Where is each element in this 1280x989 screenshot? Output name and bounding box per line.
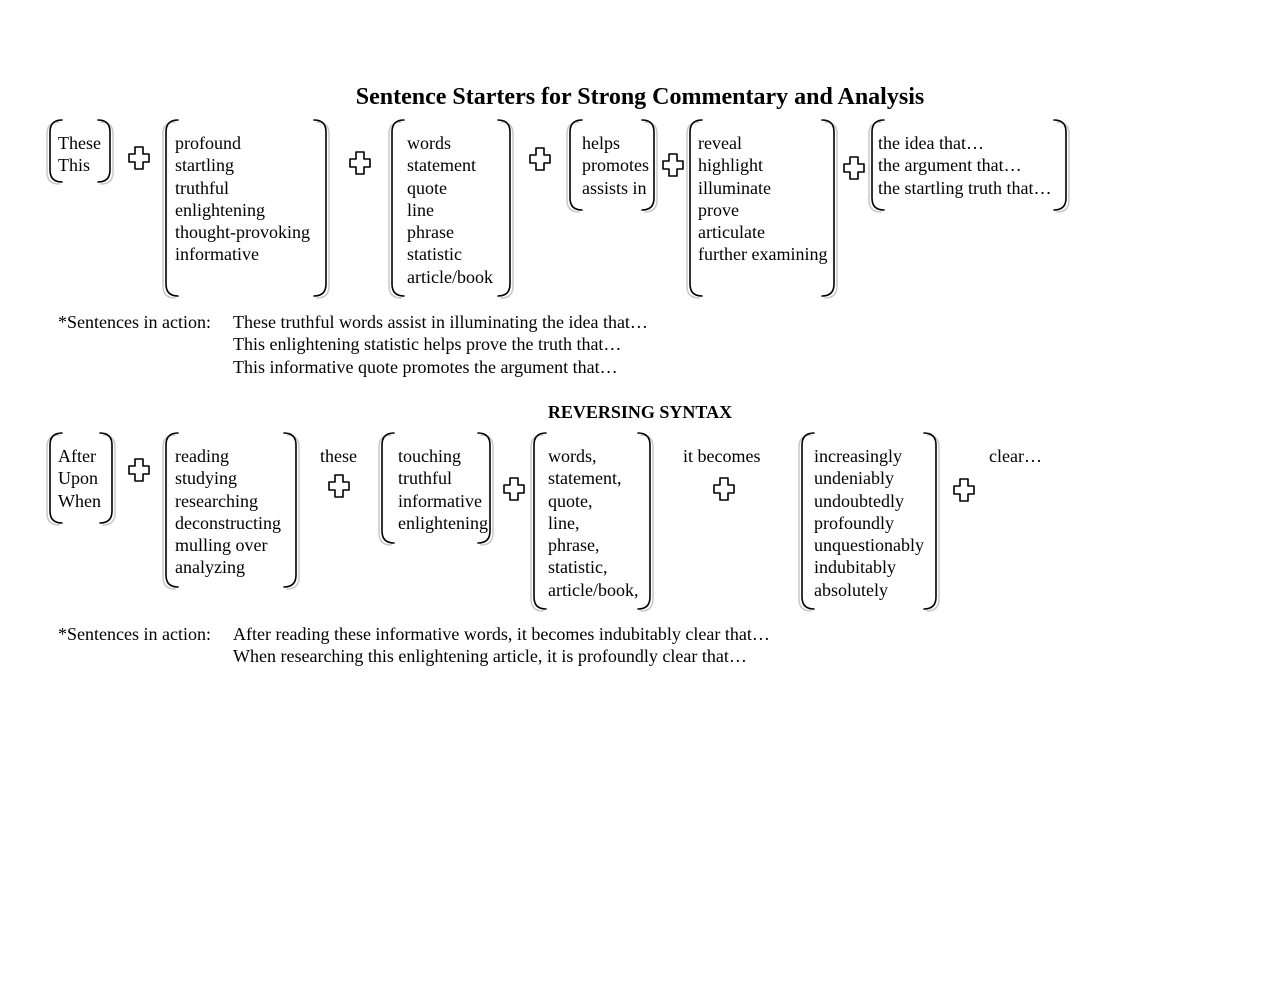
examples-label: *Sentences in action: (58, 624, 211, 644)
bracket-group-activity (160, 431, 304, 589)
word-option: reading (175, 446, 229, 466)
word-option: informative (398, 490, 482, 511)
examples-label: *Sentences in action: (58, 312, 211, 332)
word-option: deconstructing (175, 512, 281, 533)
word-option: illuminate (698, 177, 771, 198)
section-title: REVERSING SYNTAX (547, 402, 733, 422)
word-option: the startling truth that… (878, 177, 1052, 198)
example-sentence: When researching this enlightening article, it is profoundly clear that… (233, 646, 747, 667)
bracket-group-source (528, 431, 658, 611)
word-option: statement, (548, 468, 622, 489)
bracket-group-noun (386, 118, 518, 298)
word-option: statement (407, 155, 476, 176)
word-option: statistic (407, 244, 462, 265)
example-sentence: This enlightening statistic helps prove the truth that… (233, 334, 622, 355)
word-option: These (58, 133, 101, 153)
bracket-right (160, 118, 336, 302)
bracket-right (44, 431, 122, 529)
word-option: line, (548, 512, 580, 533)
bracket-right (160, 431, 306, 593)
word-option: When (58, 490, 101, 511)
word-option: line (407, 199, 434, 220)
plus-icon (661, 152, 685, 178)
bracket-right (528, 431, 660, 615)
bracket-group-action (684, 118, 842, 298)
word-option: helps (582, 133, 620, 153)
bracket-group-quality (376, 431, 498, 545)
word-option: further examining (698, 244, 828, 265)
word-option: profoundly (814, 512, 894, 533)
bracket-stroke (314, 120, 326, 296)
bracket-right (796, 431, 946, 615)
bracket-stroke (498, 120, 510, 296)
bracket-stroke (822, 120, 834, 296)
bracket-right (44, 118, 120, 188)
connector-it-becomes: it becomes (683, 446, 761, 466)
connector-these: these (320, 446, 357, 466)
word-option: studying (175, 468, 238, 489)
bracket-stroke (1054, 120, 1066, 210)
bracket-shadow (501, 122, 513, 298)
word-option: quote, (548, 490, 593, 511)
example-sentence: This informative quote promotes the argument that… (233, 356, 618, 377)
word-option: touching (398, 446, 461, 466)
word-option: truthful (175, 177, 229, 198)
bracket-right (386, 118, 520, 302)
word-option: This (58, 155, 91, 176)
example-sentences (233, 311, 648, 378)
word-option: After (58, 446, 96, 466)
bracket-shadow (1057, 122, 1069, 212)
word-option: words, (548, 446, 597, 466)
bracket-shadow (641, 435, 653, 611)
word-option: thought-provoking (175, 222, 310, 243)
bracket-right (564, 118, 664, 216)
bracket-stroke (924, 433, 936, 609)
page-title: Sentence Starters for Strong Commentary and Analysis (355, 84, 925, 110)
word-option: unquestionably (814, 535, 924, 556)
bracket-shadow (101, 122, 113, 184)
word-option: the idea that… (878, 133, 984, 153)
word-option: highlight (698, 155, 764, 176)
word-option: enlightening (175, 199, 265, 220)
bracket-stroke (98, 120, 110, 182)
word-option: articulate (698, 222, 765, 243)
word-option: absolutely (814, 579, 888, 600)
word-option: enlightening (398, 512, 488, 533)
bracket-right (866, 118, 1076, 216)
word-option: article/book, (548, 579, 639, 600)
bracket-shadow (927, 435, 939, 611)
plus-icon (502, 476, 526, 502)
word-option: Upon (58, 468, 98, 489)
word-option: indubitably (814, 557, 896, 578)
bracket-group-time (44, 431, 120, 525)
word-option: informative (175, 244, 259, 265)
bracket-shadow (287, 435, 299, 589)
word-option: statistic, (548, 557, 608, 578)
bracket-stroke (100, 433, 112, 523)
plus-icon (127, 145, 151, 171)
bracket-stroke (478, 433, 490, 543)
word-option: prove (698, 199, 739, 220)
plus-icon (952, 477, 976, 503)
word-option: increasingly (814, 446, 902, 466)
word-option: startling (175, 155, 234, 176)
word-option: promotes (582, 155, 649, 176)
bracket-shadow (645, 122, 657, 212)
connector-clear: clear… (989, 446, 1042, 466)
bracket-group-adjective (160, 118, 334, 298)
example-sentence: These truthful words assist in illuminating the idea that… (233, 312, 648, 332)
bracket-shadow (481, 435, 493, 545)
word-option: truthful (398, 468, 452, 489)
plus-icon (127, 457, 151, 483)
plus-icon (348, 150, 372, 176)
word-option: words (407, 133, 451, 153)
plus-icon (327, 473, 351, 499)
word-option: phrase, (548, 535, 600, 556)
example-sentences (233, 623, 770, 668)
bracket-shadow (103, 435, 115, 525)
bracket-right (376, 431, 500, 549)
bracket-shadow (825, 122, 837, 298)
bracket-group-pronoun (44, 118, 118, 184)
word-option: reveal (698, 133, 742, 153)
bracket-shadow (317, 122, 329, 298)
word-option: assists in (582, 177, 647, 198)
word-option: analyzing (175, 557, 245, 578)
word-option: quote (407, 177, 447, 198)
bracket-stroke (284, 433, 296, 587)
plus-icon (712, 476, 736, 502)
word-option: undeniably (814, 468, 894, 489)
bracket-stroke (642, 120, 654, 210)
word-option: the argument that… (878, 155, 1022, 176)
plus-icon (528, 146, 552, 172)
bracket-group-adverb (796, 431, 944, 611)
bracket-group-verb (564, 118, 662, 212)
word-option: mulling over (175, 535, 268, 556)
word-option: phrase (407, 222, 454, 243)
word-option: researching (175, 490, 258, 511)
word-option: article/book (407, 266, 493, 287)
plus-icon (842, 155, 866, 181)
word-option: undoubtedly (814, 490, 904, 511)
bracket-group-idea (866, 118, 1074, 212)
example-sentence: After reading these informative words, it becomes indubitably clear that… (233, 624, 770, 644)
bracket-right (684, 118, 844, 302)
word-option: profound (175, 133, 241, 153)
bracket-stroke (638, 433, 650, 609)
